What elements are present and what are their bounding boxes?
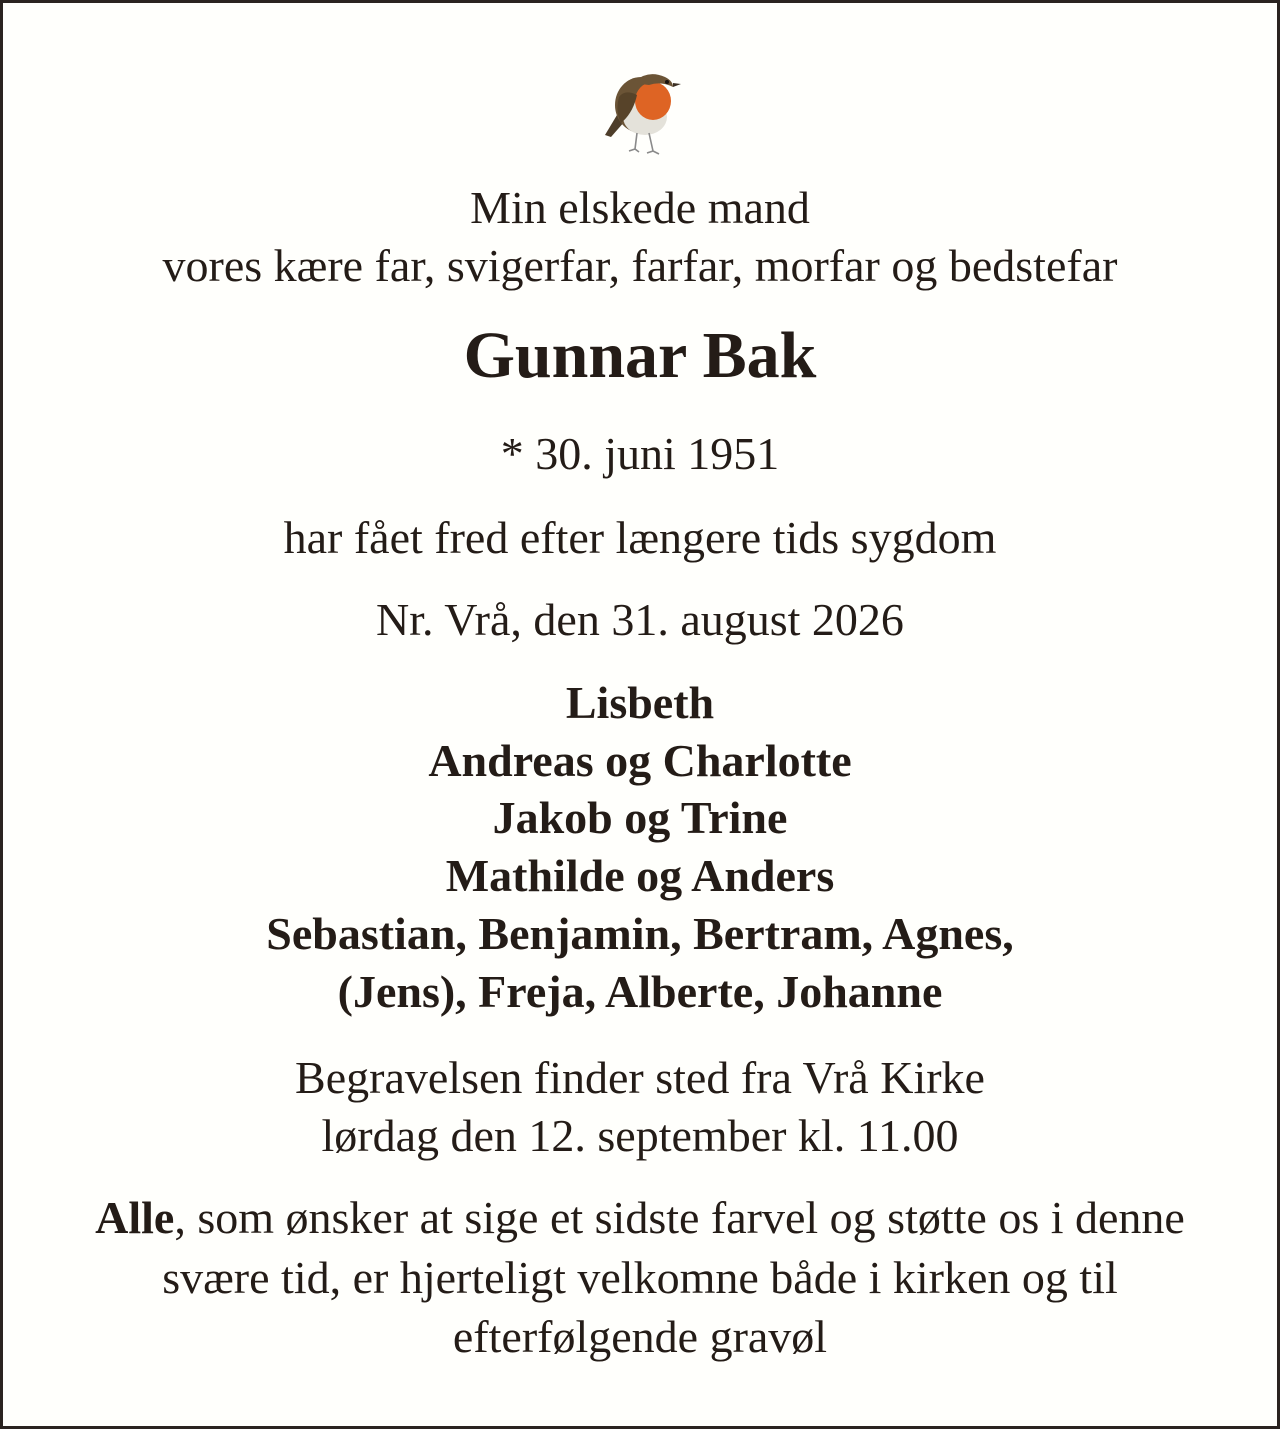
funeral-line-2: lørdag den 12. september kl. 11.00	[321, 1110, 959, 1161]
intro-line-2: vores kære far, svigerfar, farfar, morfar og bedstefar	[162, 240, 1118, 291]
invitation-line-3: efterfølgende gravøl	[452, 1311, 828, 1362]
bereaved-line-4: Mathilde og Anders	[445, 850, 835, 901]
passing-message: har fået fred efter længere tids sygdom	[283, 512, 997, 563]
bereaved-line-3: Jakob og Trine	[492, 792, 788, 843]
invitation-line-1-text: , som ønsker at sige et sidste farvel og støtte os i denne	[174, 1192, 1185, 1243]
bereaved-line-5: Sebastian, Benjamin, Bertram, Agnes,	[266, 908, 1014, 959]
bereaved-line-2: Andreas og Charlotte	[428, 735, 852, 786]
intro-line-1: Min elskede mand	[470, 182, 810, 233]
bereaved-line-6: (Jens), Freja, Alberte, Johanne	[337, 966, 943, 1017]
invitation-line-2: svære tid, er hjerteligt velkomne både i kirken og til	[162, 1252, 1118, 1303]
funeral-line-1: Begravelsen finder sted fra Vrå Kirke	[295, 1052, 985, 1103]
birth-date: * 30. juni 1951	[500, 428, 780, 479]
invitation-line-1	[3, 1192, 1277, 1243]
place-and-date: Nr. Vrå, den 31. august 2026	[376, 594, 904, 645]
robin-bird-icon	[603, 63, 683, 163]
bereaved-line-1: Lisbeth	[565, 677, 715, 728]
deceased-name: Gunnar Bak	[463, 319, 817, 392]
invitation-emphasis: Alle	[95, 1192, 175, 1243]
